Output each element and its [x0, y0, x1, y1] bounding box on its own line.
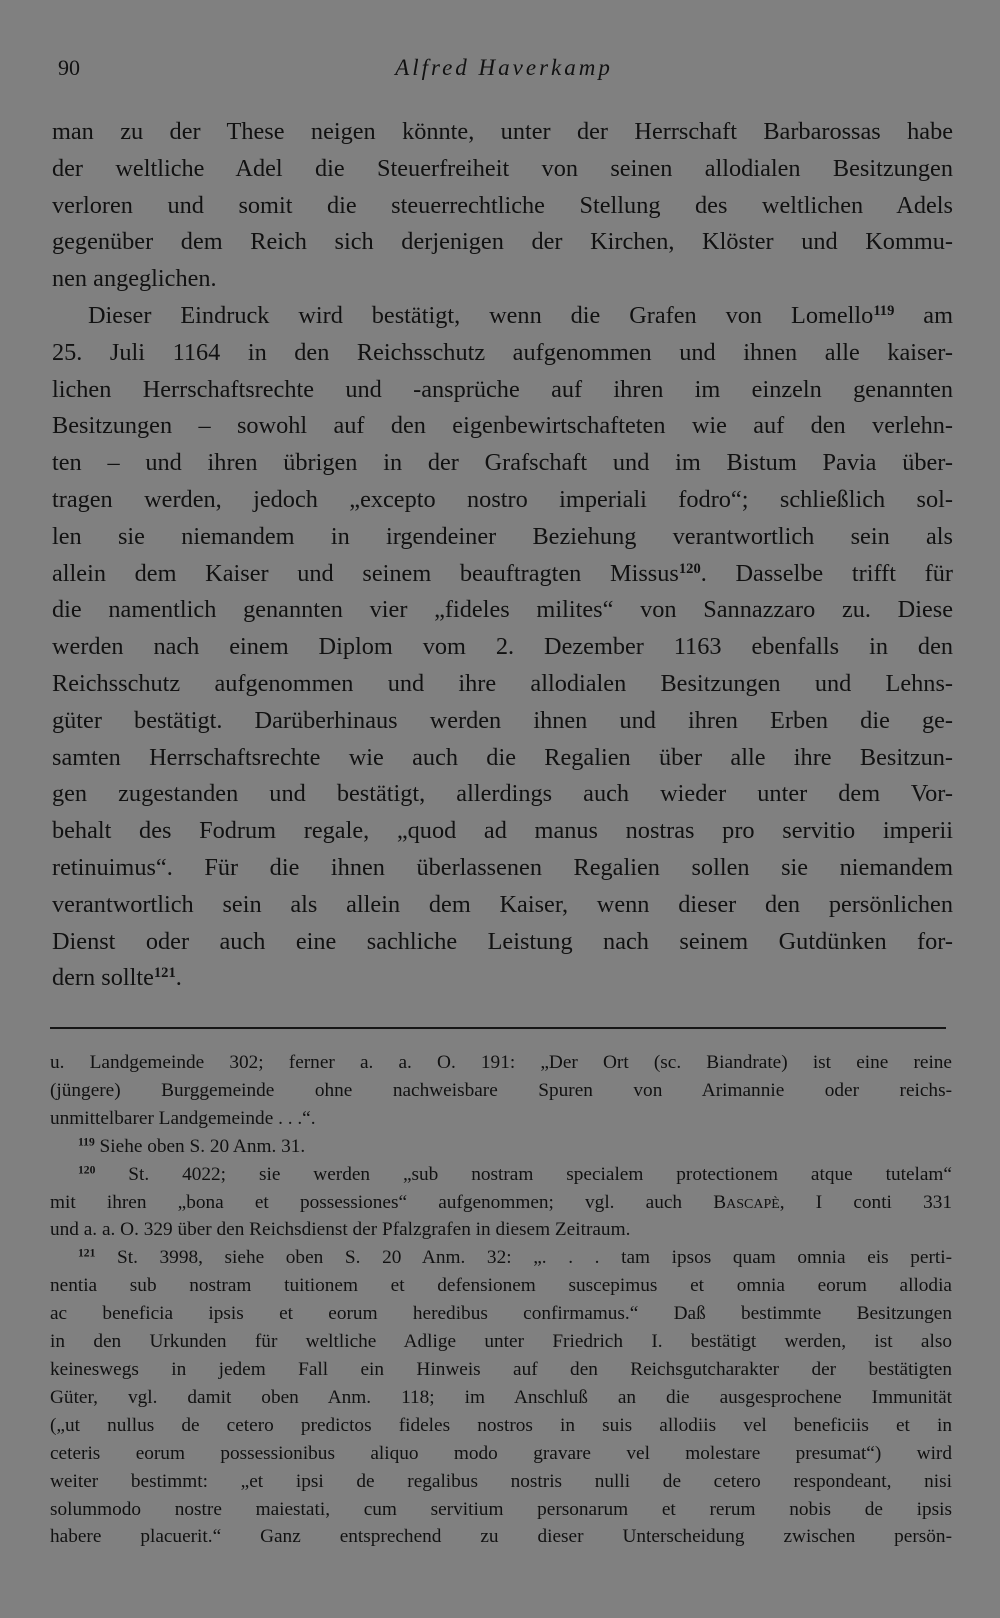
text-line: gegenüber dem Reich sich derjenigen der Kirchen, Klöster und Kommu- — [52, 228, 953, 256]
footnote-ref-120[interactable]: 120 — [678, 560, 701, 577]
text-line — [52, 556, 953, 593]
page-number: 90 — [58, 55, 80, 80]
footnote-line: solummodo nostre maiestati, cum servitium personarum et rerum nobis de ipsis — [50, 1498, 952, 1520]
text-segment: , I conti 331 — [779, 1191, 952, 1213]
text-segment: Dieser Eindruck wird bestätigt, wenn die Grafen von Lomello — [88, 301, 874, 329]
text-segment: mit ihren „bona et possessiones“ aufgenommen; vgl. auch — [50, 1191, 714, 1213]
text-line: 25. Juli 1164 in den Reichsschutz aufgenommen und ihnen alle kaiser- — [52, 338, 953, 366]
text-line: tragen werden, jedoch „excepto nostro imperiali fodro“; schließlich sol- — [52, 485, 953, 513]
text-line — [52, 960, 953, 997]
text-segment: . Dasselbe trifft für — [700, 559, 953, 587]
text-line: werden nach einem Diplom vom 2. Dezember 1163 ebenfalls in den — [52, 633, 953, 661]
text-line: verantwortlich sein als allein dem Kaiser, wenn dieser den persönlichen — [52, 890, 953, 918]
author-name: Bascapè — [713, 1191, 780, 1213]
text-line: die namentlich genannten vier „fideles milites“ von Sannazzaro zu. Diese — [52, 596, 953, 624]
footnotes — [50, 1049, 952, 1551]
text-line: nen angeglichen. — [52, 265, 217, 293]
text-segment: allein dem Kaiser und seinem beauftragten Missus — [52, 559, 679, 587]
footnote-text: Siehe oben S. 20 Anm. 31. — [94, 1135, 306, 1157]
footnote-line: u. Landgemeinde 302; ferner a. a. O. 191: „Der Ort (sc. Biandrate) ist eine reine — [50, 1052, 952, 1073]
text-line: Dienst oder auch eine sachliche Leistung nach seinem Gutdünken for- — [52, 927, 953, 955]
footnote-line: weiter bestimmt: „et ipsi de regalibus nostris nulli de cetero respondeant, nisi — [50, 1470, 952, 1492]
footnote-line: und a. a. O. 329 über den Reichsdienst der Pfalzgrafen in diesem Zeitraum. — [50, 1219, 631, 1241]
footnote-line: in den Urkunden für weltliche Adlige unter Friedrich I. bestätigt werden, ist also — [50, 1331, 952, 1353]
footnote-120 — [50, 1161, 952, 1189]
main-text — [52, 114, 953, 997]
running-head: Alfred Haverkamp — [395, 55, 613, 80]
footnote-number: 120 — [78, 1163, 96, 1177]
text-line: Besitzungen – sowohl auf den eigenbewirtschafteten wie auf den verlehn- — [52, 412, 953, 440]
text-line: gen zugestanden und bestätigt, allerdings auch wieder unter dem Vor- — [52, 780, 953, 808]
footnote-text: St. 3998, siehe oben S. 20 Anm. 32: „. . . tam ipsos quam omnia eis perti- — [95, 1247, 952, 1269]
footnote-text: St. 4022; sie werden „sub nostram specialem protectionem atque tutelam“ — [95, 1163, 952, 1185]
footnote-line: ac beneficia ipsis et eorum heredibus confirmamus.“ Daß bestimmte Besitzungen — [50, 1303, 952, 1325]
footnote-line: („ut nullus de cetero predictos fideles nostros in suis allodiis vel beneficiis et in — [50, 1414, 952, 1436]
footnote-line: Güter, vgl. damit oben Anm. 118; im Anschluß an die ausgesprochene Immunität — [50, 1386, 952, 1408]
footnote-number: 121 — [78, 1246, 96, 1260]
text-line: lichen Herrschaftsrechte und -ansprüche auf ihren im einzeln genannten — [52, 375, 953, 403]
text-segment: dern sollte — [52, 964, 154, 992]
text-segment: am — [894, 301, 953, 329]
footnote-line: ceteris eorum possessionibus aliquo modo gravare vel molestare presumat“) wird — [50, 1442, 952, 1464]
page-header — [58, 55, 950, 89]
text-line: verloren und somit die steuerrechtliche Stellung des weltlichen Adels — [52, 191, 953, 219]
footnote-line: keineswegs in jedem Fall ein Hinweis auf den Reichsgutcharakter der bestätigten — [50, 1358, 952, 1380]
footnote-number: 119 — [78, 1135, 95, 1149]
text-line: retinuimus“. Für die ihnen überlassenen Regalien sollen sie niemandem — [52, 853, 953, 881]
text-line: güter bestätigt. Darüberhinaus werden ihnen und ihren Erben die ge- — [52, 706, 953, 734]
footnote-line: nentia sub nostram tuitionem et defensionem suscepimus et omnia eorum allodia — [50, 1275, 952, 1297]
text-line: len sie niemandem in irgendeiner Beziehung verantwortlich sein als — [52, 522, 953, 550]
footnote-ref-121[interactable]: 121 — [153, 965, 176, 982]
text-line: ten – und ihren übrigen in der Grafschaft und im Bistum Pavia über- — [52, 449, 953, 477]
footnote-121 — [50, 1244, 952, 1272]
footnote-divider — [50, 1027, 946, 1029]
text-line: der weltliche Adel die Steuerfreiheit von seinen allodialen Besitzungen — [52, 154, 953, 182]
footnote-line: unmittelbarer Landgemeinde . . .“. — [50, 1107, 316, 1129]
footnote-119 — [50, 1133, 952, 1161]
text-line: Reichsschutz aufgenommen und ihre allodialen Besitzungen und Lehns- — [52, 669, 953, 697]
text-segment: . — [175, 964, 182, 992]
text-line — [52, 298, 953, 335]
footnote-line: (jüngere) Burggemeinde ohne nachweisbare Spuren von Arimannie oder reichs- — [50, 1079, 952, 1101]
text-line: man zu der These neigen könnte, unter der Herrschaft Barbarossas habe — [52, 118, 953, 145]
text-line: behalt des Fodrum regale, „quod ad manus nostras pro servitio imperii — [52, 817, 953, 845]
footnote-line: habere placuerit.“ Ganz entsprechend zu dieser Unterscheidung zwischen persön- — [50, 1526, 952, 1548]
footnote-ref-119[interactable]: 119 — [873, 302, 895, 319]
footnote-line — [50, 1189, 952, 1217]
text-line: samten Herrschaftsrechte wie auch die Regalien über alle ihre Besitzun- — [52, 743, 953, 771]
